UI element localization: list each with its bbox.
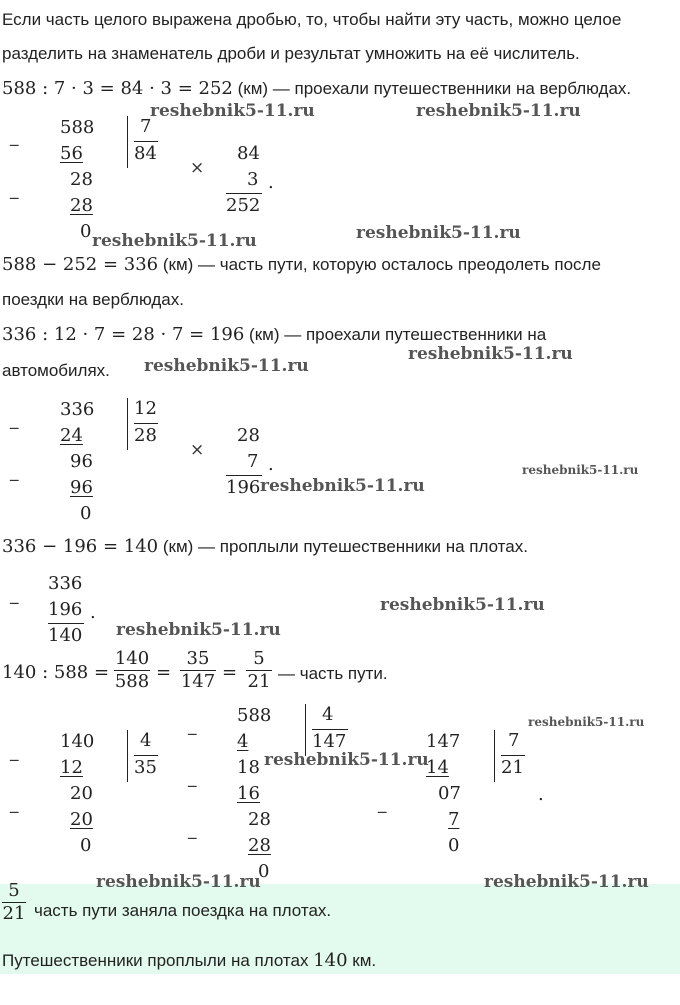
equation-3-line-2: автомобилях.: [2, 361, 110, 380]
divisor: 4: [322, 704, 334, 725]
subtrahend-1: 14: [426, 757, 449, 778]
period: .: [538, 784, 544, 805]
subtrahend-2: 16: [237, 783, 260, 804]
watermark: reshebnik5-11.ru: [116, 620, 281, 640]
divisor: 12: [134, 398, 157, 419]
watermark: reshebnik5-11.ru: [96, 872, 261, 892]
remainder-1: 07: [438, 783, 461, 804]
factor-a: 84: [237, 143, 260, 164]
subtrahend-2: 96: [70, 477, 93, 498]
denominator: 21: [2, 903, 26, 924]
equals-sign: =: [156, 662, 172, 683]
equation-1-math: 588 : 7 · 3 = 84 · 3 = 252: [2, 78, 233, 99]
intro-line-1: Если часть целого выражена дробью, то, чтобы найти эту часть, можно целое: [2, 10, 622, 29]
watermark: reshebnik5-11.ru: [416, 101, 581, 121]
watermark: reshebnik5-11.ru: [264, 750, 429, 770]
times-sign: ×: [190, 440, 205, 460]
watermark: reshebnik5-11.ru: [522, 463, 639, 477]
watermark: reshebnik5-11.ru: [484, 872, 649, 892]
minus-sign: _: [188, 820, 197, 840]
dividend: 588: [237, 705, 272, 726]
equation-1-text: (км) — проехали путешественники на верблюдах.: [232, 79, 632, 98]
denominator: 588: [114, 671, 150, 692]
watermark: reshebnik5-11.ru: [380, 595, 545, 615]
times-sign: ×: [190, 158, 205, 178]
numerator: 5: [253, 648, 265, 669]
minus-sign: _: [378, 794, 387, 814]
quotient: 21: [501, 757, 524, 778]
equation-4-math: 336 − 196 = 140: [2, 536, 159, 557]
equation-4-text: (км) — проплыли путешественники на плотах.: [158, 537, 528, 556]
period: .: [268, 454, 274, 475]
dividend: 140: [60, 731, 95, 752]
divisor: 7: [508, 730, 520, 751]
watermark: reshebnik5-11.ru: [408, 344, 573, 364]
fraction-35-147: [180, 648, 216, 693]
product: 252: [226, 195, 261, 216]
answer-text-1: часть пути заняла поездка на плотах.: [34, 901, 332, 920]
remainder-final: 0: [448, 835, 460, 856]
equation-5-lhs: 140 : 588 =: [2, 662, 110, 683]
watermark: reshebnik5-11.ru: [356, 223, 521, 243]
equation-3-math: 336 : 12 · 7 = 28 · 7 = 196: [2, 324, 245, 345]
equation-2-line-2: поездки на верблюдах.: [2, 290, 184, 309]
divisor: 4: [140, 730, 152, 751]
numerator: 35: [186, 648, 210, 669]
answer-line-2: [2, 950, 376, 972]
minus-sign: _: [188, 716, 197, 736]
numerator: 5: [8, 880, 20, 901]
equation-5-text: — часть пути.: [278, 664, 388, 683]
subtrahend-3: 28: [248, 835, 271, 856]
equals-sign: =: [222, 662, 238, 683]
minus-sign: _: [10, 794, 19, 814]
fraction-5-21: [246, 648, 272, 693]
remainder-final: 0: [258, 861, 270, 882]
equation-2-math: 588 − 252 = 336: [2, 254, 159, 275]
subtrahend-1: 12: [60, 757, 83, 778]
remainder-1: 20: [70, 783, 93, 804]
quotient: 147: [312, 731, 347, 752]
subtrahend-2: 28: [70, 195, 93, 216]
equation-3: [2, 324, 546, 346]
watermark: reshebnik5-11.ru: [528, 715, 645, 729]
subtrahend-2: 20: [70, 809, 93, 830]
quotient: 35: [134, 757, 157, 778]
remainder-final: 0: [80, 503, 92, 524]
subtrahend-1: 24: [60, 425, 83, 446]
denominator: 147: [180, 671, 216, 692]
remainder-final: 0: [80, 835, 92, 856]
equation-2: [2, 254, 601, 276]
subtrahend-2: 7: [448, 809, 460, 830]
factor-a: 28: [237, 425, 260, 446]
quotient: 84: [134, 143, 157, 164]
factor-b: 3: [247, 169, 259, 190]
answer-text-2-number: 140: [313, 950, 348, 971]
minuend: 336: [48, 573, 83, 594]
minus-sign: _: [10, 585, 19, 605]
watermark: reshebnik5-11.ru: [92, 231, 257, 251]
denominator: 21: [247, 671, 271, 692]
equation-2-text: (км) — часть пути, которую осталось преодолеть после: [158, 255, 601, 274]
minus-sign: _: [188, 768, 197, 788]
minus-sign: _: [10, 742, 19, 762]
watermark: reshebnik5-11.ru: [150, 101, 315, 121]
dividend: 588: [60, 117, 95, 138]
minus-sign: _: [10, 462, 19, 482]
factor-b: 7: [247, 451, 259, 472]
remainder-2: 28: [248, 809, 271, 830]
difference: 140: [48, 625, 83, 646]
minus-sign: _: [10, 180, 19, 200]
dividend: 336: [60, 399, 95, 420]
quotient: 28: [134, 425, 157, 446]
equation-4: [2, 536, 528, 558]
numerator: 140: [114, 648, 150, 669]
remainder-1: 96: [70, 451, 93, 472]
period: .: [90, 602, 96, 623]
watermark: reshebnik5-11.ru: [260, 476, 425, 496]
watermark: reshebnik5-11.ru: [144, 356, 309, 376]
minus-sign: _: [10, 410, 19, 430]
equation-3-text: (км) — проехали путешественники на: [244, 325, 547, 344]
product: 196: [226, 477, 261, 498]
minus-sign: _: [10, 127, 19, 147]
period: .: [268, 172, 274, 193]
remainder-1: 28: [70, 169, 93, 190]
dividend: 147: [426, 731, 461, 752]
subtrahend: 196: [48, 599, 83, 620]
answer-text-2a: Путешественники проплыли на плотах: [2, 951, 314, 970]
answer-fraction: [2, 880, 26, 925]
fraction-140-588: [114, 648, 150, 693]
remainder-1: 18: [237, 757, 260, 778]
equation-1: [2, 78, 631, 100]
remainder-final: 0: [80, 221, 92, 242]
subtrahend-1: 56: [60, 143, 83, 164]
answer-text-2b: км.: [347, 951, 377, 970]
intro-line-2: разделить на знаменатель дроби и результат умножить на её числитель.: [2, 44, 580, 63]
divisor: 7: [140, 116, 152, 137]
subtrahend-1: 4: [237, 731, 249, 752]
